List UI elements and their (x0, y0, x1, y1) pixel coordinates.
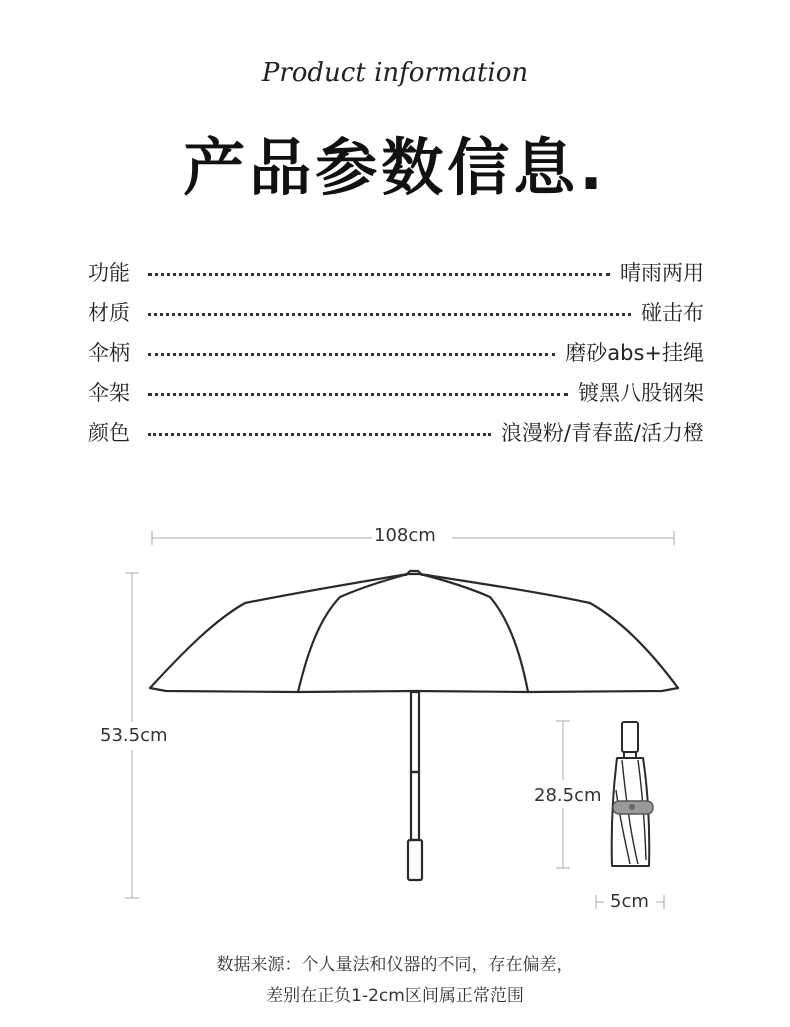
spec-label: 颜色 (88, 421, 130, 445)
script-title: Product information (261, 58, 529, 88)
folded-umbrella-drawing (612, 722, 653, 866)
shaft (411, 692, 419, 772)
canopy-outline (150, 574, 678, 688)
canopy-rib-right (420, 574, 528, 692)
canopy-rib-left (298, 574, 408, 692)
footnote-line-2: 差别在正负1-2cm区间属正常范围 (266, 986, 524, 1006)
open-umbrella-drawing (150, 571, 678, 880)
spec-label: 材质 (88, 301, 130, 325)
handle (408, 840, 422, 880)
open-width-label: 108cm (374, 525, 436, 546)
spec-value: 磨砂abs+挂绳 (565, 341, 704, 365)
spec-label: 伞柄 (88, 341, 130, 365)
folded-handle (622, 722, 638, 752)
spec-label: 伞架 (88, 381, 130, 405)
footnote-line-1: 数据来源：个人量法和仪器的不同，存在偏差， (216, 955, 574, 975)
spec-label: 功能 (88, 261, 130, 285)
spec-value: 碰击布 (641, 301, 704, 325)
folded-width-label: 5cm (610, 891, 649, 912)
spec-value: 镀黑八股钢架 (578, 381, 704, 405)
page-title: 产品参数信息. (183, 131, 607, 204)
spec-value: 晴雨两用 (620, 261, 704, 285)
folded-length-label: 28.5cm (534, 785, 602, 806)
spec-value: 浪漫粉/青春蓝/活力橙 (500, 421, 704, 445)
open-height-label: 53.5cm (100, 725, 168, 746)
shaft-lower (411, 772, 419, 840)
strap-button (629, 804, 635, 810)
